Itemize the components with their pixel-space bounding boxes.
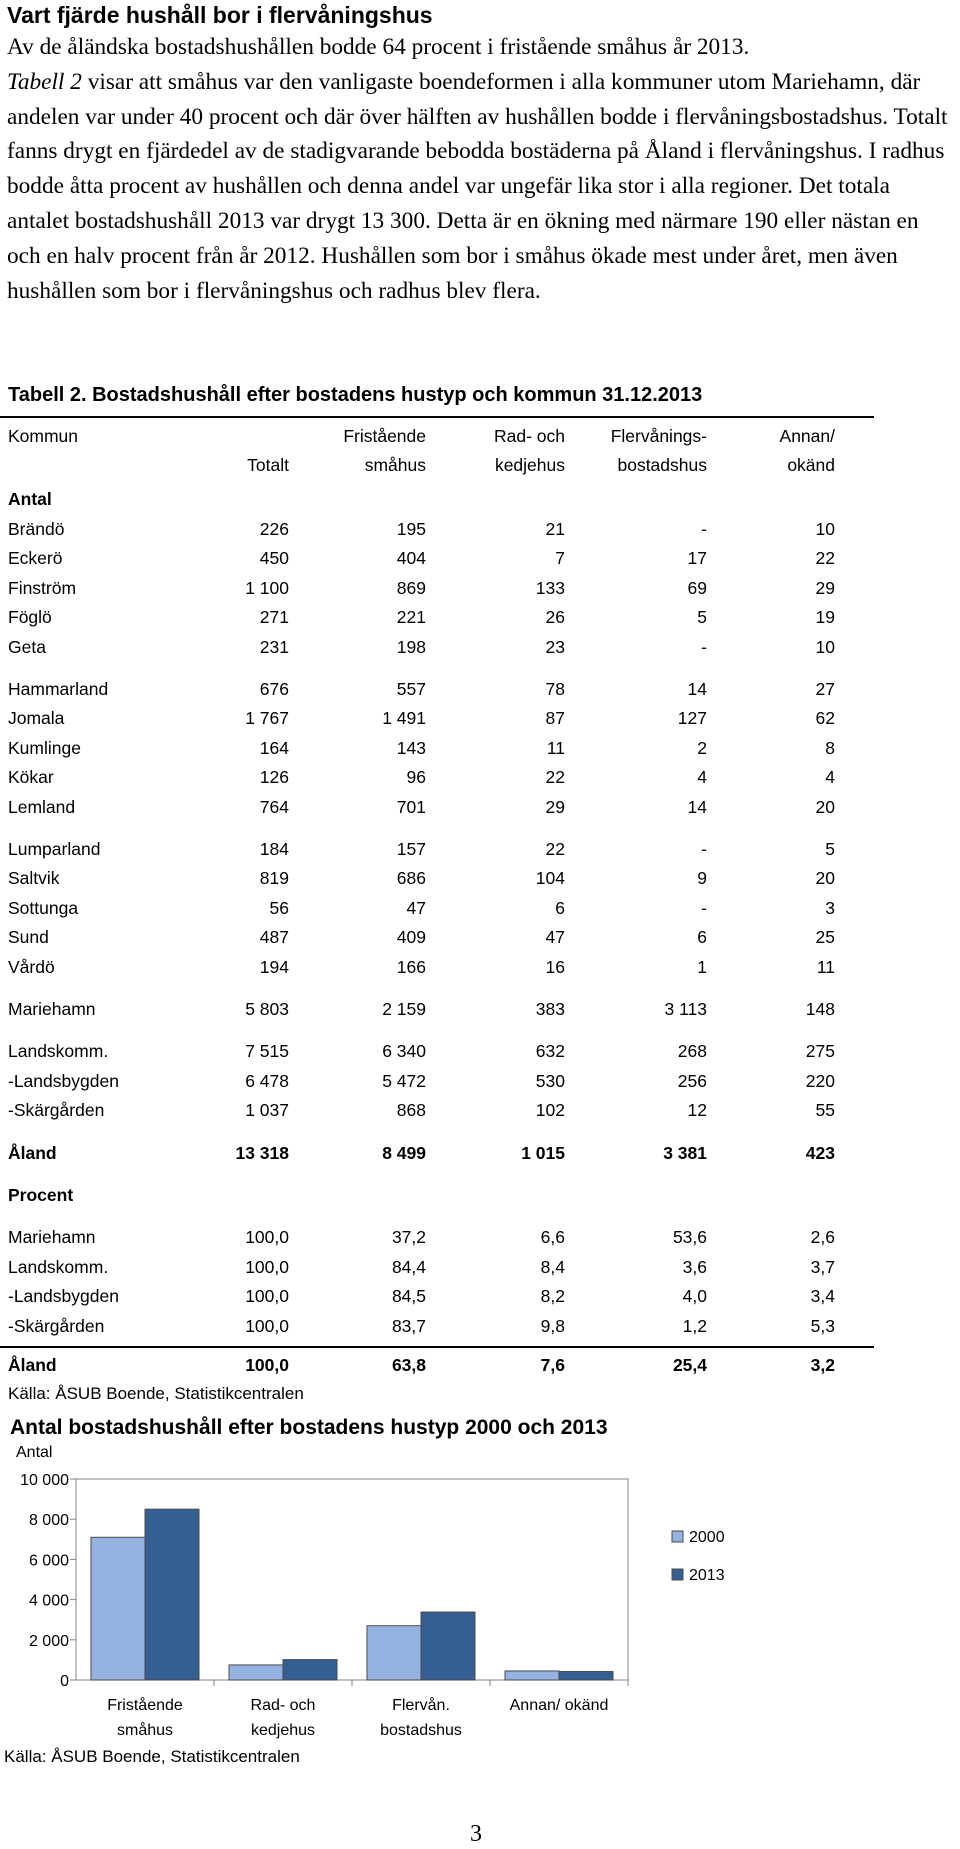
table-row-cell: 84,4 [391, 1257, 426, 1277]
table-row-label: Finström [8, 578, 77, 598]
table-row-label: -Skärgården [8, 1100, 105, 1120]
table-row-cell: 271 [259, 607, 289, 627]
table-row-cell: 409 [396, 927, 426, 947]
bar-2013 [145, 1509, 199, 1680]
table-row-cell: 10 [815, 519, 835, 539]
table-row-cell: 530 [535, 1071, 565, 1091]
y-tick-label: 4 000 [28, 1592, 69, 1610]
header-top-cell: Rad- och [493, 426, 565, 446]
table-row-cell: 100,0 [245, 1316, 289, 1336]
table-row-cell: - [701, 519, 707, 539]
table-row-cell: 404 [396, 548, 426, 568]
table-row-cell: 869 [396, 578, 426, 598]
table-row-cell: 19 [815, 607, 835, 627]
y-axis-label: Antal [16, 1444, 53, 1461]
table-row-cell: - [701, 637, 707, 657]
table-row-cell: 1 767 [245, 708, 289, 728]
table-row-label: Kökar [8, 767, 54, 787]
table-row-cell: 220 [805, 1071, 835, 1091]
table-row-cell: 29 [545, 797, 565, 817]
x-tick-label: kedjehus [250, 1722, 316, 1739]
table-row-cell: 268 [677, 1041, 707, 1061]
table-row-cell: 6 340 [382, 1041, 426, 1061]
table-row-cell: 221 [396, 607, 426, 627]
table-row-label: Mariehamn [8, 1227, 96, 1247]
table-row-cell: 14 [687, 797, 707, 817]
table-row-cell: 10 [815, 637, 835, 657]
table-row-cell: 1,2 [682, 1316, 707, 1336]
table-row-cell: 22 [545, 839, 565, 859]
bar-2013 [283, 1660, 337, 1680]
section-label-antal: Antal [8, 489, 52, 509]
table-row-cell: 198 [396, 637, 426, 657]
table-row-cell: 23 [545, 637, 565, 657]
table-total-row-cell: 63,8 [391, 1355, 426, 1375]
table-total-row-cell: 3 381 [663, 1143, 707, 1163]
table-row-cell: 127 [677, 708, 707, 728]
x-tick-label: Flervån. [392, 1697, 450, 1714]
table-row-cell: 5 [825, 839, 835, 859]
table-row-cell: 6 478 [245, 1071, 289, 1091]
table-source: Källa: ÅSUB Boende, Statistikcentralen [8, 1384, 304, 1403]
y-tick-label: 0 [60, 1673, 69, 1690]
table-row-label: -Landsbygden [8, 1071, 119, 1091]
table-row-label: Landskomm. [8, 1041, 109, 1061]
table-row-cell: 55 [815, 1100, 835, 1120]
table-row-cell: 22 [815, 548, 835, 568]
table-row-label: Vårdö [8, 957, 55, 977]
table-row-cell: 231 [259, 637, 289, 657]
table-row-cell: 100,0 [245, 1227, 289, 1247]
table-row-cell: 8,2 [540, 1286, 565, 1306]
table-row-cell: 2 [697, 738, 707, 758]
table-row-cell: 143 [396, 738, 426, 758]
table-row-cell: 14 [687, 679, 707, 699]
page-number: 3 [470, 1821, 482, 1847]
table-title: Tabell 2. Bostadshushåll efter bostadens hustyp och kommun 31.12.2013 [8, 384, 703, 406]
table-row-cell: 8 [825, 738, 835, 758]
table-row-cell: 87 [545, 708, 565, 728]
table-row-cell: 195 [396, 519, 426, 539]
table-total-row-cell: 1 015 [521, 1143, 565, 1163]
table-row-cell: 9 [697, 868, 707, 888]
table-row-cell: 256 [677, 1071, 707, 1091]
table-row-cell: 3,6 [682, 1257, 707, 1277]
table-row-label: Landskomm. [8, 1257, 109, 1277]
table-row-cell: 7 515 [245, 1041, 289, 1061]
table-row-label: Brändö [8, 519, 65, 539]
table-row-cell: 226 [259, 519, 289, 539]
table-total-row-cell: 25,4 [672, 1355, 707, 1375]
table-row-cell: 16 [545, 957, 565, 977]
table-row-cell: 1 491 [382, 708, 426, 728]
table-row-cell: 3 [825, 898, 835, 918]
section-label-procent: Procent [8, 1185, 74, 1205]
y-tick-label: 6 000 [28, 1552, 69, 1570]
header-bottom-cell: småhus [364, 455, 426, 475]
header-top-cell: Fristående [343, 426, 426, 446]
table-row-cell: 20 [815, 797, 835, 817]
table-row-cell: 819 [259, 868, 289, 888]
table-row-cell: 56 [269, 898, 289, 918]
table-row-label: Sund [8, 927, 49, 947]
table-row-cell: 22 [545, 767, 565, 787]
table-row-label: Lemland [8, 797, 76, 817]
table-row-label: Kumlinge [8, 738, 81, 758]
table-row-cell: 4,0 [682, 1286, 707, 1306]
table-row-cell: 133 [535, 578, 565, 598]
bar-2000 [505, 1671, 559, 1680]
table-row-label: -Skärgården [8, 1316, 105, 1336]
table-row-cell: 21 [545, 519, 565, 539]
table-row-cell: 166 [396, 957, 426, 977]
table-row-cell: 6 [697, 927, 707, 947]
table-row-cell: 5 [697, 607, 707, 627]
table-total-row-label: Åland [8, 1355, 57, 1375]
table-row-cell: 5 803 [245, 999, 289, 1019]
chart-title: Antal bostadshushåll efter bostadens hustyp 2000 och 2013 [10, 1416, 608, 1439]
table-bottom-rule [0, 1346, 874, 1348]
legend-swatch-2013 [672, 1569, 683, 1580]
table-row-cell: 11 [546, 738, 565, 758]
table-row-cell: 6 [555, 898, 565, 918]
table-total-row-cell: 423 [805, 1143, 835, 1163]
table-row-cell: 701 [396, 797, 426, 817]
table-row-cell: 3,4 [810, 1286, 835, 1306]
table-row-cell: 6,6 [540, 1227, 565, 1247]
table-reference-link: Tabell 2 [7, 68, 82, 95]
table-row-cell: 20 [815, 868, 835, 888]
table-row-cell: 868 [396, 1100, 426, 1120]
table-row-label: Jomala [8, 708, 65, 728]
table-row-label: Hammarland [8, 679, 109, 699]
table-row-cell: 17 [687, 548, 707, 568]
legend-label-2000: 2000 [689, 1529, 725, 1546]
legend-swatch-2000 [672, 1531, 683, 1542]
table-row-cell: 2,6 [810, 1227, 835, 1247]
legend-label-2013: 2013 [689, 1567, 725, 1584]
table-row-cell: 194 [259, 957, 289, 977]
table-row-cell: 2 159 [382, 999, 426, 1019]
table-row-cell: 26 [545, 607, 565, 627]
table-row-cell: 100,0 [245, 1286, 289, 1306]
paragraph-part-2: visar att småhus var den vanligaste boendeformen i alla kommuner utom Mariehamn, där andelen var under 40 procent och där över hälften av hushållen bodde i flervåningsbostadshus. Totalt fanns drygt en fjärdedel av de stadigvarande bebodda bostäderna på Åland i flervåningshus. I radhus bodde åtta procent av hushållen och denna andel var ungefär lika stor i alla regioner. Det totala antalet bostadshushåll 2013 var drygt 13 300. Detta är en ökning med närmare 190 eller nästan en och en halv procent från år 2012. Hushållen som bor i småhus ökade mest under året, men även hushållen som bor i flervåningshus och radhus blev flera. [7, 68, 948, 304]
header-top-cell: Annan/ [779, 426, 835, 446]
bar-2013 [421, 1612, 475, 1680]
table-row-cell: 164 [259, 738, 289, 758]
bar-2013 [559, 1671, 613, 1680]
table-row-cell: 47 [545, 927, 565, 947]
table-row-cell: 53,6 [672, 1227, 707, 1247]
table-row-cell: 7 [555, 548, 565, 568]
table-row-cell: 1 037 [245, 1100, 289, 1120]
table-row-cell: 11 [816, 957, 835, 977]
table-row-cell: 764 [259, 797, 289, 817]
table-row-cell: 27 [815, 679, 835, 699]
table-row-cell: 383 [535, 999, 565, 1019]
page-heading: Vart fjärde hushåll bor i flervåningshus [7, 2, 433, 28]
y-tick-label: 10 000 [20, 1472, 69, 1489]
table-row-cell: 557 [396, 679, 426, 699]
table-row-cell: 96 [406, 767, 426, 787]
x-tick-label: Rad- och [250, 1697, 316, 1714]
table-row-cell: 184 [259, 839, 289, 859]
table-total-row-cell: 100,0 [245, 1355, 289, 1375]
table-row-cell: 62 [815, 708, 835, 728]
table-row-cell: 25 [815, 927, 835, 947]
table-row-cell: - [701, 898, 707, 918]
y-tick-label: 8 000 [28, 1512, 69, 1530]
table-total-row-cell: 13 318 [235, 1143, 289, 1163]
table-row-cell: 83,7 [391, 1316, 426, 1336]
bar-2000 [91, 1537, 145, 1680]
table-row-label: Eckerö [8, 548, 63, 568]
table-row-label: Saltvik [8, 868, 60, 888]
table-row-cell: 47 [406, 898, 426, 918]
table-row-cell: 676 [259, 679, 289, 699]
table-row-cell: 100,0 [245, 1257, 289, 1277]
table-row-cell: 1 [697, 957, 707, 977]
table-row-cell: 4 [825, 767, 835, 787]
table-row-cell: 632 [535, 1041, 565, 1061]
table-row-label: Geta [8, 637, 46, 657]
table-row-cell: 102 [535, 1100, 565, 1120]
table-total-row-cell: 7,6 [540, 1355, 565, 1375]
table-row-cell: - [701, 839, 707, 859]
table-row-cell: 84,5 [391, 1286, 426, 1306]
table-total-row-cell: 3,2 [810, 1355, 835, 1375]
x-tick-label: Fristående [107, 1697, 183, 1714]
table-row-label: Sottunga [8, 898, 79, 918]
table-row-cell: 12 [687, 1100, 707, 1120]
y-tick-label: 2 000 [28, 1632, 69, 1650]
table-total-row-cell: 8 499 [382, 1143, 426, 1163]
bar-2000 [367, 1626, 421, 1680]
x-tick-label: Annan/ okänd [509, 1697, 609, 1714]
x-tick-label: bostadshus [380, 1722, 462, 1739]
table-top-rule [0, 416, 874, 418]
table-row-label: Föglö [8, 607, 52, 627]
table-row-cell: 126 [259, 767, 289, 787]
table-row-cell: 157 [396, 839, 426, 859]
header-bottom-cell: bostadshus [617, 455, 707, 475]
header-top-label: Kommun [8, 426, 79, 446]
header-bottom-cell: Totalt [247, 455, 289, 475]
bar-chart [0, 1440, 960, 1770]
table-row-cell: 29 [815, 578, 835, 598]
table-row-cell: 1 100 [245, 578, 289, 598]
table-row-cell: 78 [545, 679, 565, 699]
bar-2000 [229, 1665, 283, 1680]
table-row-cell: 275 [805, 1041, 835, 1061]
table-row-cell: 9,8 [540, 1316, 565, 1336]
paragraph-part-1: Av de åländska bostadshushållen bodde 64 procent i fristående småhus år 2013. [7, 34, 750, 60]
table-row-cell: 8,4 [540, 1257, 565, 1277]
table-row-label: -Landsbygden [8, 1286, 119, 1306]
table-row-cell: 148 [805, 999, 835, 1019]
table-row-cell: 4 [697, 767, 707, 787]
table-row-cell: 37,2 [391, 1227, 426, 1247]
table-total-row-label: Åland [8, 1143, 57, 1163]
header-top-cell: Flervånings- [610, 426, 707, 446]
table-row-cell: 487 [259, 927, 289, 947]
table-row-cell: 69 [687, 578, 707, 598]
chart-source: Källa: ÅSUB Boende, Statistikcentralen [4, 1747, 300, 1766]
table-row-cell: 686 [396, 868, 426, 888]
table-row-cell: 104 [535, 868, 565, 888]
header-bottom-cell: kedjehus [494, 455, 565, 475]
table-row-label: Mariehamn [8, 999, 96, 1019]
table-row-cell: 3 113 [664, 999, 707, 1019]
table-row-cell: 450 [259, 548, 289, 568]
header-bottom-cell: okänd [787, 455, 835, 475]
table-row-cell: 3,7 [810, 1257, 835, 1277]
table-row-label: Lumparland [8, 839, 101, 859]
table-row-cell: 5 472 [382, 1071, 426, 1091]
table-row-cell: 5,3 [810, 1316, 835, 1336]
x-tick-label: småhus [116, 1722, 174, 1739]
